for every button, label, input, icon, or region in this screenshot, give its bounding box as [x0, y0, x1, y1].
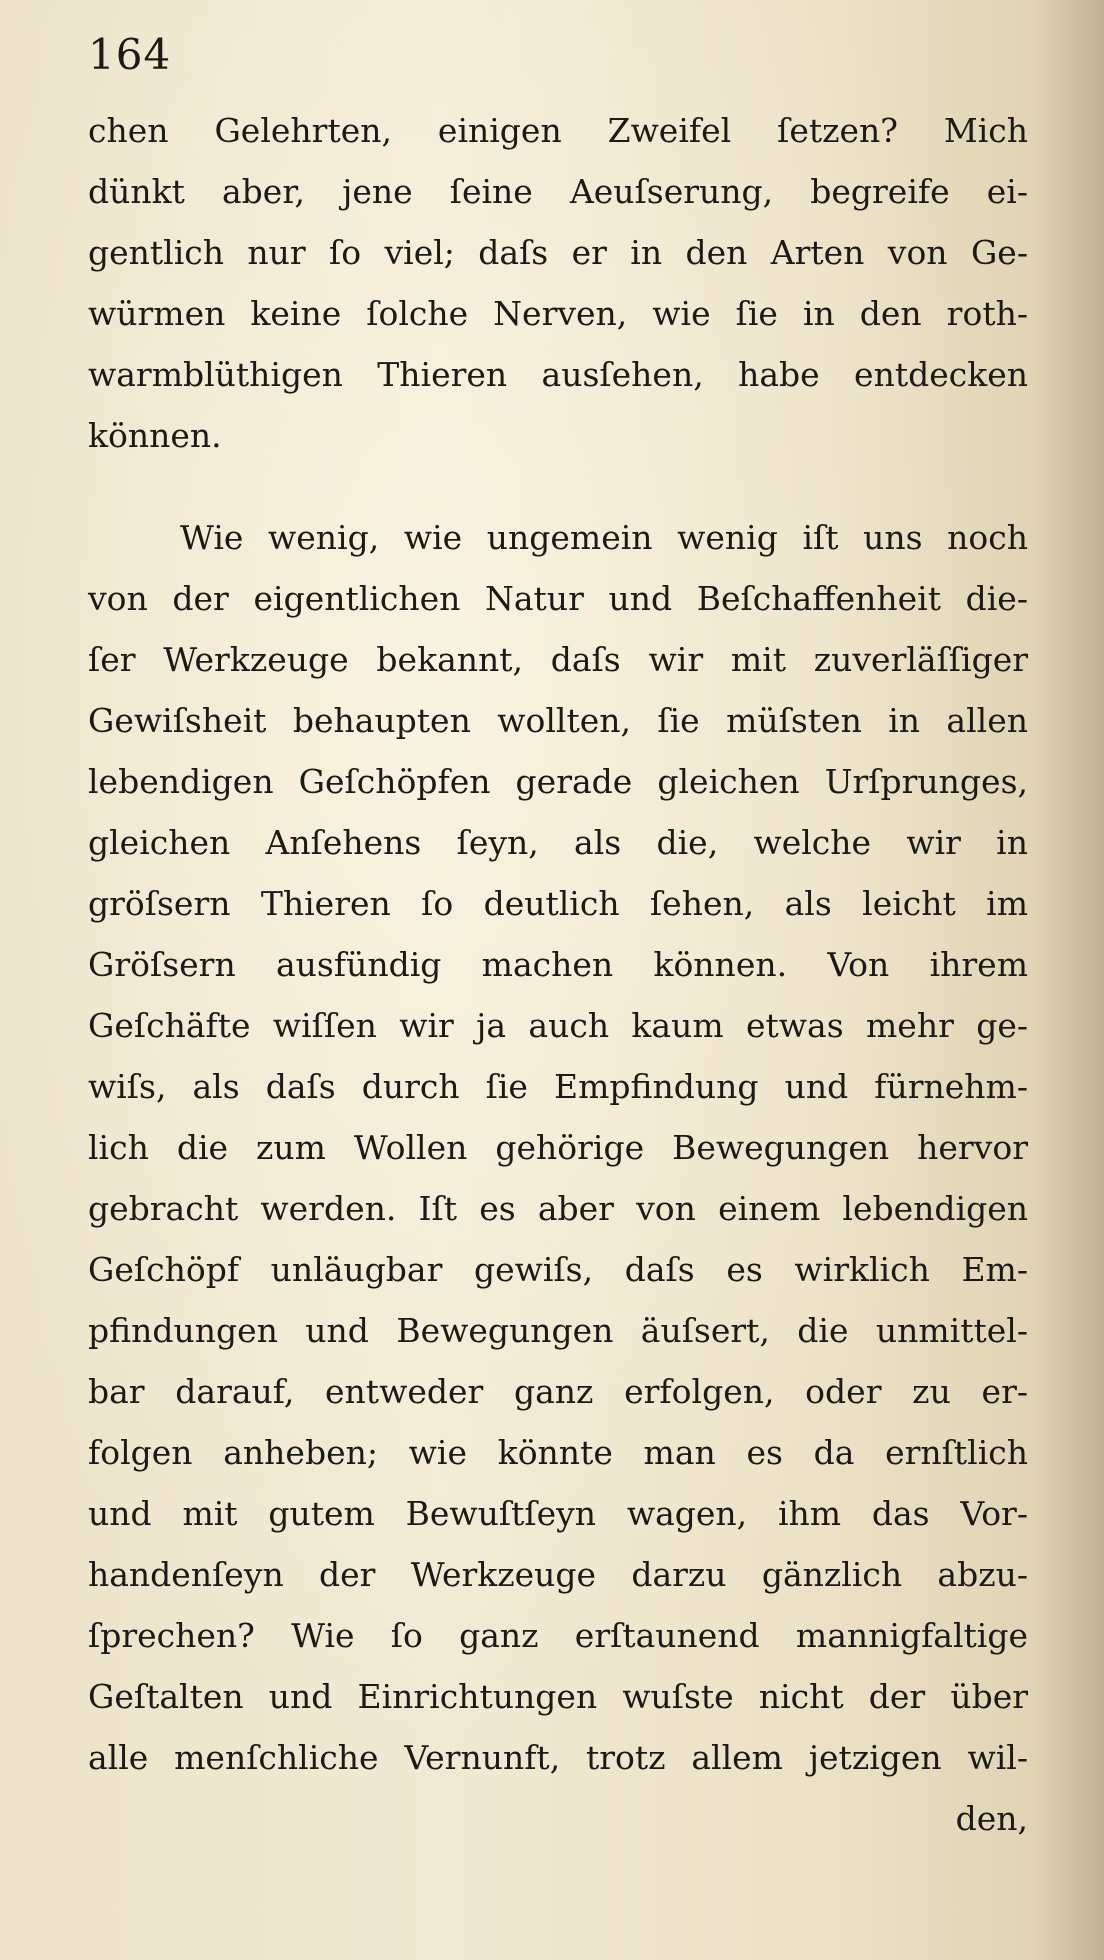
text-line: dünkt aber, jene ſeine Aeuſserung, begreife ei- — [88, 172, 1028, 211]
text-line: bar darauf, entweder ganz erfolgen, oder zu er- — [88, 1372, 1028, 1411]
page-number: 164 — [88, 30, 172, 79]
text-line: gentlich nur ſo viel; daſs er in den Arten von Ge- — [88, 233, 1028, 272]
text-line: alle menſchliche Vernunft, trotz allem jetzigen wil- — [88, 1738, 1028, 1777]
text-line: pfindungen und Bewegungen äuſsert, die unmittel- — [88, 1311, 1028, 1350]
text-line: chen Gelehrten, einigen Zweifel ſetzen? Mich — [88, 111, 1028, 150]
text-line: wiſs, als daſs durch ſie Empfindung und fürnehm- — [88, 1067, 1028, 1106]
text-line: gleichen Anſehens ſeyn, als die, welche wir in — [88, 823, 1028, 862]
text-line: und mit gutem Bewuſtſeyn wagen, ihm das Vor- — [88, 1494, 1028, 1533]
text-line: folgen anheben; wie könnte man es da ernſtlich — [88, 1433, 1028, 1472]
text-line: Geſtalten und Einrichtungen wuſste nicht der über — [88, 1677, 1028, 1716]
catchword: den, — [955, 1799, 1028, 1838]
text-line: Gewiſsheit behaupten wollten, ſie müſsten in allen — [88, 701, 1028, 740]
text-line: Geſchäfte wiſſen wir ja auch kaum etwas mehr ge- — [88, 1006, 1028, 1045]
text-line: lebendigen Geſchöpfen gerade gleichen Urſprunges, — [88, 762, 1028, 801]
text-line: handenſeyn der Werkzeuge darzu gänzlich abzu- — [88, 1555, 1028, 1594]
paragraph-2 — [88, 507, 1028, 1849]
text-line: ſer Werkzeuge bekannt, daſs wir mit zuverläſſiger — [88, 640, 1028, 679]
text-line: würmen keine ſolche Nerven, wie ſie in den roth- — [88, 294, 1028, 333]
body-text — [88, 100, 1028, 1849]
text-line: Gröſsern ausfündig machen können. Von ihrem — [88, 945, 1028, 984]
text-line: ſprechen? Wie ſo ganz erſtaunend mannigfaltige — [88, 1616, 1028, 1655]
text-line: von der eigentlichen Natur und Beſchaffenheit die- — [88, 579, 1028, 618]
text-line: lich die zum Wollen gehörige Bewegungen hervor — [88, 1128, 1028, 1167]
text-line: Geſchöpf unläugbar gewiſs, daſs es wirklich Em- — [88, 1250, 1028, 1289]
text-line: Wie wenig, wie ungemein wenig iſt uns noch — [180, 518, 1028, 557]
text-line: gröſsern Thieren ſo deutlich ſehen, als leicht im — [88, 884, 1028, 923]
text-line: können. — [88, 416, 222, 455]
page-edge-shadow — [1034, 0, 1104, 1960]
paragraph-1 — [88, 100, 1028, 466]
text-line: gebracht werden. Iſt es aber von einem lebendigen — [88, 1189, 1028, 1228]
text-line: warmblüthigen Thieren ausſehen, habe entdecken — [88, 355, 1028, 394]
